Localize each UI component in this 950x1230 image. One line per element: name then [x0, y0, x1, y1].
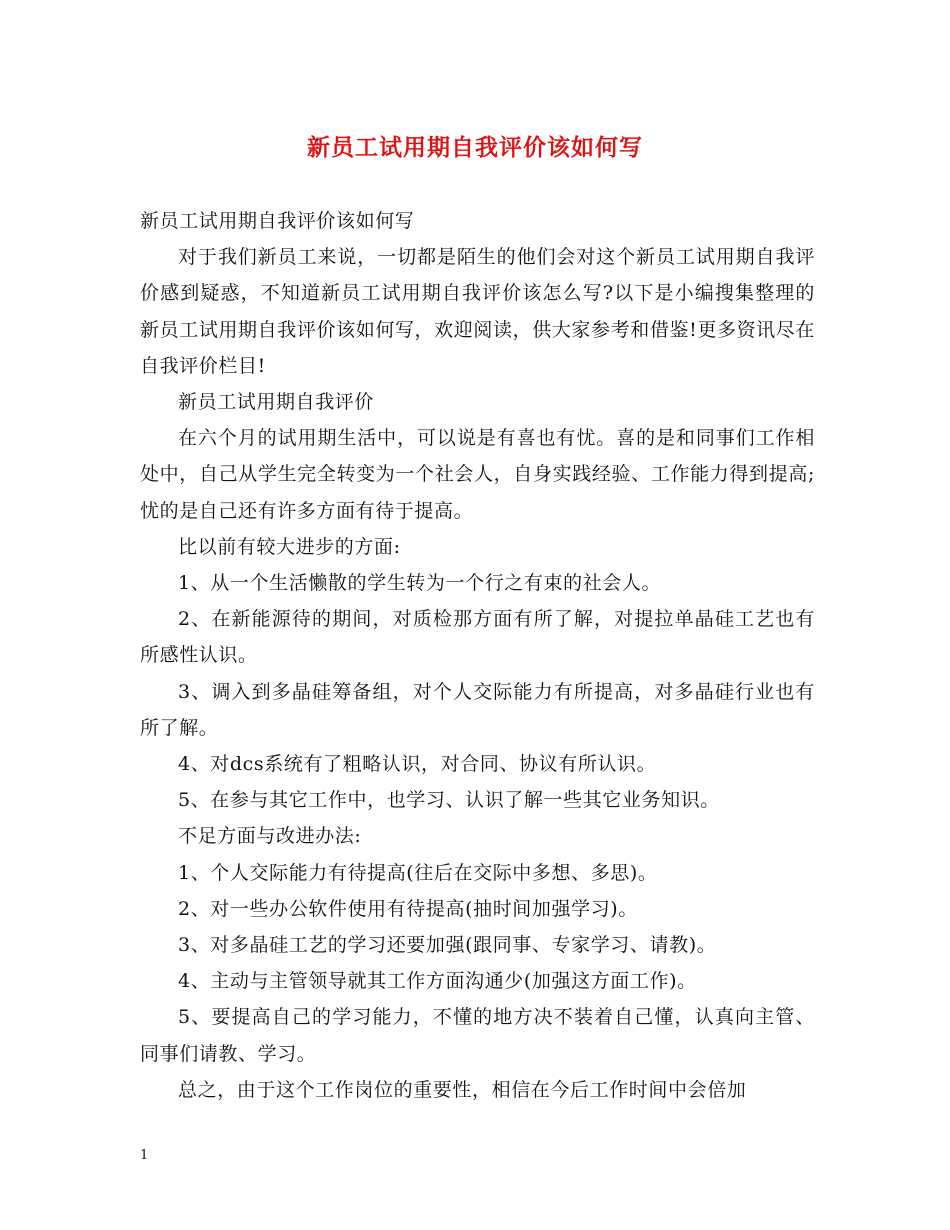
list-item: 2、对一些办公软件使用有待提高(抽时间加强学习)。: [178, 897, 638, 920]
list-item: 1、从一个生活懒散的学生转为一个行之有束的社会人。: [178, 572, 662, 595]
list-item: 4、对dcs系统有了粗略认识，对合同、协议有所认识。: [178, 753, 657, 776]
page-number: 1: [140, 1148, 149, 1163]
document-title: 新员工试用期自我评价该如何写: [307, 134, 643, 161]
paragraph: 对于我们新员工来说，一切都是陌生的他们会对这个新员工试用期自我评价感到疑惑，不知道新员工试用期自我评价该怎么写?以下是小编搜集整理的新员工试用期自我评价该如何写，欢迎阅读，供大家参考和借鉴!更多资讯尽在自我评价栏目!: [140, 246, 815, 377]
section-heading: 不足方面与改进办法:: [178, 825, 362, 848]
paragraph: 总之，由于这个工作岗位的重要性，相信在今后工作时间中会倍加: [178, 1078, 747, 1101]
list-item: 2、在新能源待的期间，对质检那方面有所了解，对提拉单晶硅工艺也有所感性认识。: [140, 608, 815, 667]
section-heading: 比以前有较大进步的方面:: [178, 535, 401, 558]
document-body: [140, 203, 815, 1108]
list-item: 3、调入到多晶硅筹备组，对个人交际能力有所提高，对多晶硅行业也有所了解。: [140, 680, 815, 739]
section-heading: 新员工试用期自我评价: [178, 391, 375, 414]
paragraph: 在六个月的试用期生活中，可以说是有喜也有忧。喜的是和同事们工作相处中，自己从学生完全转变为一个社会人，自身实践经验、工作能力得到提高;忧的是自己还有许多方面有待于提高。: [140, 427, 815, 522]
list-item: 5、在参与其它工作中，也学习、认识了解一些其它业务知识。: [178, 789, 720, 812]
list-item: 1、个人交际能力有待提高(往后在交际中多想、多思)。: [178, 861, 658, 884]
list-item: 5、要提高自己的学习能力，不懂的地方决不装着自己懂，认真向主管、同事们请教、学习。: [140, 1006, 815, 1065]
paragraph: 新员工试用期自我评价该如何写: [140, 210, 415, 232]
list-item: 4、主动与主管领导就其工作方面沟通少(加强这方面工作)。: [178, 970, 697, 993]
list-item: 3、对多晶硅工艺的学习还要加强(跟同事、专家学习、请教)。: [178, 934, 717, 957]
